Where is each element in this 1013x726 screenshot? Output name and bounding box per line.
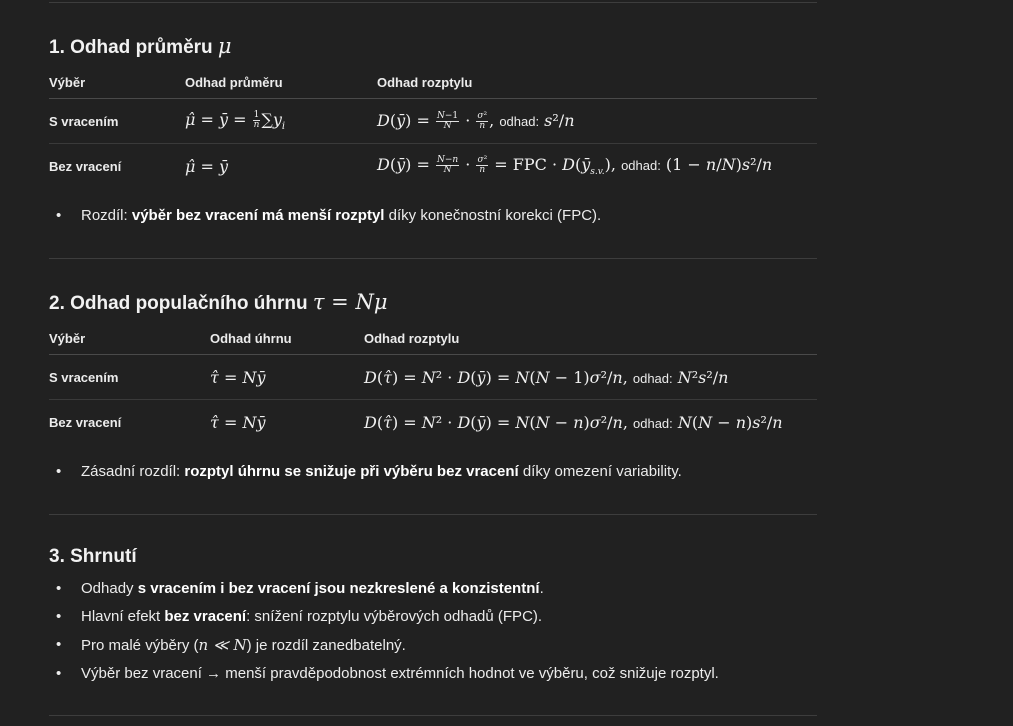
row-label: Bez vracení [49, 158, 122, 174]
section-3-heading [49, 546, 137, 568]
list-item: • Pro malé výběry (n ≪ N) je rozdíl zanedbatelný. [49, 631, 817, 660]
row-label: S vracením [49, 355, 210, 400]
section-3-bullets [49, 575, 817, 688]
table-row [49, 400, 817, 445]
top-divider [49, 2, 817, 3]
variance-formula: D(ȳ) = $\frac{N-n}{N}$ · $\frac{\text{σ²}}{n}$ = FPC · $D(ȳ_{s.v.})$, odhad: (1 − n/N)s²/n [377, 154, 773, 178]
section-2-bullets [49, 458, 817, 486]
section-1-heading [49, 34, 232, 59]
row-label: Bez vracení [49, 414, 122, 430]
column-header: Výběr [49, 66, 185, 99]
section-2-heading [49, 290, 387, 315]
section-1-heading-text: 1. Odhad průměru [49, 37, 213, 58]
section-1-heading-symbol: μ [217, 34, 232, 58]
column-header: Odhad rozptylu [364, 322, 817, 355]
section-2-heading-text: 2. Odhad populačního úhrnu [49, 293, 308, 314]
list-item: • Odhady s vracením i bez vracení jsou nezkreslené a konzistentní. [49, 575, 817, 603]
table-row [49, 144, 817, 189]
section-1-table [49, 66, 817, 188]
column-header: Odhad úhrnu [210, 322, 364, 355]
variance-formula: D(τ̂) = N² · D(ȳ) = N(N − n)σ²/n, odhad: N(N − n)s²/n [364, 412, 783, 432]
list-item: • Rozdíl: výběr bez vracení má menší rozptyl díky konečnostní korekci (FPC). [49, 202, 817, 230]
odhad-label: odhad: [633, 415, 673, 431]
column-header: Odhad průměru [185, 66, 377, 99]
mean-estimator-formula: μ̂ = ȳ = $\frac{1}{n}$ $\sum y_i$ [185, 99, 377, 144]
section-2-heading-symbol: τ = Nμ [312, 290, 388, 314]
section-divider [49, 514, 817, 515]
mean-estimator-formula: μ̂ = ȳ [185, 156, 229, 176]
section-3-heading-text: 3. Shrnutí [49, 546, 137, 567]
column-header: Výběr [49, 322, 210, 355]
total-estimator-formula: τ̂ = Nȳ [210, 355, 364, 400]
total-estimator-formula: τ̂ = Nȳ [210, 412, 266, 432]
variance-formula: D(τ̂) = N² · D(ȳ) = N(N − 1)σ²/n, odhad: N²s²/n [364, 355, 817, 400]
table-header-row [49, 66, 817, 99]
list-item: • Zásadní rozdíl: rozptyl úhrnu se snižuje při výběru bez vracení díky omezení variability. [49, 458, 817, 486]
section-2-table [49, 322, 817, 444]
table-row [49, 99, 817, 144]
variance-formula: D(ȳ) = $\frac{N-1}{N}$ · $\frac{\text{σ²}}{n}$ , odhad: s²/n [377, 99, 817, 144]
table-header-row [49, 322, 817, 355]
odhad-label: odhad: [499, 114, 540, 129]
list-item: • Hlavní efekt bez vracení: snížení rozptylu výběrových odhadů (FPC). [49, 603, 817, 631]
section-1-bullets [49, 202, 817, 230]
odhad-label: odhad: [621, 157, 661, 173]
column-header: Odhad rozptylu [377, 66, 817, 99]
list-item: • Výběr bez vracení → menší pravděpodobnost extrémních hodnot ve výběru, což snižuje rozptyl. [49, 660, 817, 688]
odhad-label: odhad: [632, 370, 673, 386]
table-row [49, 355, 817, 400]
inline-math: n ≪ N [198, 636, 247, 654]
row-label: S vracením [49, 99, 185, 144]
bottom-divider [49, 715, 817, 716]
section-divider [49, 258, 817, 259]
